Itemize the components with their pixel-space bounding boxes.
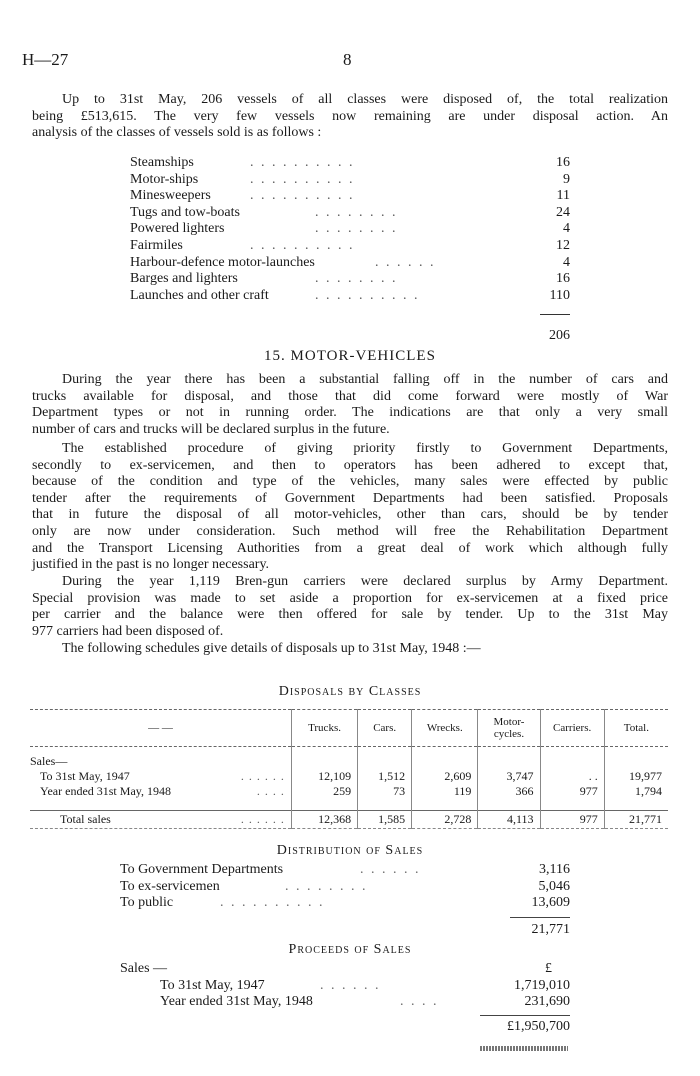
leader-dots: . . . . . . . . xyxy=(315,204,398,220)
table-cell: 259 xyxy=(291,784,357,799)
proceeds-label: To 31st May, 1947 xyxy=(160,977,265,993)
row-label xyxy=(30,811,291,829)
vessel-count: 12 xyxy=(556,237,570,253)
text-line: justified in the past is no longer necessary. xyxy=(32,557,270,573)
text-line: The established procedure of giving priority firstly to Government Departments, xyxy=(62,441,668,456)
paragraph xyxy=(32,574,668,640)
total-row xyxy=(120,1019,570,1036)
table-header-row xyxy=(30,710,668,747)
vessel-class-label: Steamships xyxy=(130,155,194,170)
text-line: being £513,615. The very few vessels now remaining are under disposal action. An xyxy=(32,108,668,124)
distribution-label: To public xyxy=(120,895,174,911)
leader-dots: . . . . . . . . . . xyxy=(315,287,420,303)
leader-dots: . . . . . . . . xyxy=(315,271,398,287)
table-cell: 21,771 xyxy=(604,811,668,829)
text-line: that in future the disposal of all motor-vehicles, other than cars, should be by tender xyxy=(32,507,668,523)
text-line: analysis of the classes of vessels sold is as follows : xyxy=(32,125,322,141)
list-item xyxy=(120,895,570,912)
list-item xyxy=(130,255,570,272)
section-heading: 15. MOTOR-VEHICLES xyxy=(264,348,436,364)
sum-rule-row xyxy=(120,1011,570,1019)
list-item xyxy=(130,188,570,205)
distribution-list xyxy=(120,862,570,938)
vessel-count: 110 xyxy=(549,287,570,303)
disposals-table xyxy=(30,709,668,829)
list-item xyxy=(130,155,570,172)
distribution-value: 13,609 xyxy=(531,895,570,911)
list-item xyxy=(120,862,570,879)
distribution-total: 21,771 xyxy=(531,921,570,937)
vessel-class-list xyxy=(130,155,570,345)
proceeds-value: 231,690 xyxy=(524,994,570,1010)
table-cell: 19,977 xyxy=(604,769,668,784)
list-item xyxy=(120,879,570,896)
leader-dots: . . . . . . . . xyxy=(285,878,368,894)
row-group-label: Sales— xyxy=(30,753,68,768)
text-line: trucks available for disposal, and those that did come forward were mostly of War xyxy=(32,388,668,404)
leader-dots: . . . . . . xyxy=(240,768,285,783)
leader-dots: . . . . xyxy=(400,994,439,1010)
text-line: Department types or not in running order. The indications are that only a very small xyxy=(32,405,668,421)
distribution-label: To Government Departments xyxy=(120,862,284,877)
table-cell: 12,109 xyxy=(291,769,357,784)
table-row xyxy=(30,769,668,784)
leader-dots: . . . . . . xyxy=(375,254,436,270)
total-row xyxy=(120,922,570,939)
proceeds-label: Year ended 31st May, 1948 xyxy=(160,994,313,1010)
list-item xyxy=(130,271,570,288)
proceeds-value: 1,719,010 xyxy=(514,977,570,993)
vessel-count: 4 xyxy=(563,254,570,270)
vessel-class-label: Motor-ships xyxy=(130,171,199,187)
row-label-text: Year ended 31st May, 1948 xyxy=(40,783,171,798)
row-label-text: Total sales xyxy=(60,812,111,826)
list-item xyxy=(120,961,570,978)
table-total-row xyxy=(30,811,668,829)
vessel-count: 24 xyxy=(556,204,570,220)
distribution-title: Distribution of Sales xyxy=(276,843,424,858)
table-cell: 2,609 xyxy=(412,769,478,784)
list-item xyxy=(130,238,570,255)
spacer-row xyxy=(30,799,668,811)
text-line: The following schedules give details of disposals up to 31st May, 1948 :— xyxy=(62,641,481,656)
proceeds-title: Proceeds of Sales xyxy=(288,942,412,957)
row-label-text: To 31st May, 1947 xyxy=(40,768,130,783)
vessel-class-label: Launches and other craft xyxy=(130,287,269,303)
column-header-blank: — — xyxy=(30,710,291,747)
proceeds-total: £1,950,700 xyxy=(507,1018,570,1034)
list-item xyxy=(120,994,570,1011)
leader-dots: . . . . . . . . . . xyxy=(250,188,355,204)
leader-dots: . . . . . . . . . . xyxy=(250,171,355,187)
printer-mark xyxy=(480,1046,568,1051)
text-line: During the year there has been a substantial falling off in the number of cars and xyxy=(62,372,668,387)
vessel-count: 16 xyxy=(556,271,570,287)
vessel-class-label: Fairmiles xyxy=(130,237,183,253)
column-header: Carriers. xyxy=(540,710,604,747)
vessel-class-label: Minesweepers xyxy=(130,188,211,204)
table-cell: 73 xyxy=(358,784,412,799)
list-item xyxy=(120,978,570,995)
intro-paragraph xyxy=(32,92,668,142)
table-cell: 1,794 xyxy=(604,784,668,799)
sum-rule-row xyxy=(120,912,570,922)
table-cell: 2,728 xyxy=(412,811,478,829)
distribution-value: 3,116 xyxy=(539,862,570,877)
vessel-class-label: Harbour-defence motor-launches xyxy=(130,254,315,270)
text-line: 977 carriers had been disposed of. xyxy=(32,623,224,639)
paragraph xyxy=(32,372,668,438)
table-row xyxy=(30,784,668,799)
text-line: and the Transport Licensing Authorities from a great deal of work which although fully xyxy=(32,540,668,556)
table-cell: . . xyxy=(540,769,604,784)
proceeds-group-label: Sales — xyxy=(120,961,168,976)
column-header: Wrecks. xyxy=(412,710,478,747)
vessel-class-label: Powered lighters xyxy=(130,221,225,237)
text-line: Special provision was made to set aside a proportion for ex-servicemen at a fixed price xyxy=(32,590,668,606)
vessel-count: 9 xyxy=(563,171,570,187)
table-cell: 366 xyxy=(478,784,540,799)
table-cell: 977 xyxy=(540,784,604,799)
sum-rule xyxy=(540,314,570,315)
distribution-value: 5,046 xyxy=(538,878,570,894)
table-cell: 1,585 xyxy=(358,811,412,829)
table-cell: 4,113 xyxy=(478,811,540,829)
currency-symbol: £ xyxy=(545,961,552,976)
list-item xyxy=(130,172,570,189)
total-row xyxy=(130,304,570,328)
text-line: tender after the requirements of Government Departments had been satisfied. Proposals xyxy=(32,490,668,506)
paragraph xyxy=(32,641,668,658)
paragraph xyxy=(32,441,668,574)
text-line: per carrier and the balance were then offered for sale by tender. Up to the 31st May xyxy=(32,607,668,623)
vessel-class-label: Barges and lighters xyxy=(130,271,238,287)
list-item xyxy=(130,205,570,222)
vessel-count: 11 xyxy=(556,188,570,204)
total-row xyxy=(130,328,570,345)
list-item xyxy=(130,288,570,305)
leader-dots: . . . . . . . . . . xyxy=(250,155,355,170)
column-header: Total. xyxy=(604,710,668,747)
report-code: H—27 xyxy=(22,50,69,69)
table-cell: 1,512 xyxy=(358,769,412,784)
vessel-class-label: Tugs and tow-boats xyxy=(130,204,240,220)
row-label xyxy=(30,784,291,799)
sum-rule xyxy=(510,917,570,918)
sum-rule xyxy=(480,1015,570,1016)
table-cell: 12,368 xyxy=(291,811,357,829)
leader-dots: . . . . . . xyxy=(320,977,381,993)
distribution-label: To ex-servicemen xyxy=(120,878,220,894)
page-number: 8 xyxy=(343,50,352,69)
list-item xyxy=(130,221,570,238)
leader-dots: . . . . . . xyxy=(240,812,285,826)
text-line: because of the condition and type of the vehicles, many sales were effected by public xyxy=(32,474,668,490)
vessel-count: 16 xyxy=(556,155,570,170)
table-cell: 119 xyxy=(412,784,478,799)
leader-dots: . . . . . . . . . . xyxy=(220,895,325,911)
leader-dots: . . . . . . . . xyxy=(315,221,398,237)
table-row xyxy=(30,747,668,769)
vessels-total: 206 xyxy=(549,328,570,344)
text-line: Up to 31st May, 206 vessels of all classes were disposed of, the total realization xyxy=(62,92,668,107)
text-line: During the year 1,119 Bren-gun carriers were declared surplus by Army Department. xyxy=(62,574,668,589)
column-header: Motor-cycles. xyxy=(478,710,540,747)
column-header: Cars. xyxy=(358,710,412,747)
text-line: only are now under consideration. Such method will free the Rehabilitation Department xyxy=(32,523,668,539)
text-line: number of cars and trucks will be declared surplus in the future. xyxy=(32,421,390,437)
leader-dots: . . . . . . xyxy=(360,862,421,877)
row-label xyxy=(30,769,291,784)
column-header: Trucks. xyxy=(291,710,357,747)
leader-dots: . . . . . . . . . . xyxy=(250,237,355,253)
table-cell: 3,747 xyxy=(478,769,540,784)
vessel-count: 4 xyxy=(563,221,570,237)
text-line: secondly to ex-servicemen, and then to operators has been adhered to except that, xyxy=(32,457,668,473)
table-title: Disposals by Classes xyxy=(278,684,422,699)
leader-dots: . . . . xyxy=(256,783,285,798)
table-cell: 977 xyxy=(540,811,604,829)
proceeds-list xyxy=(120,961,570,1035)
